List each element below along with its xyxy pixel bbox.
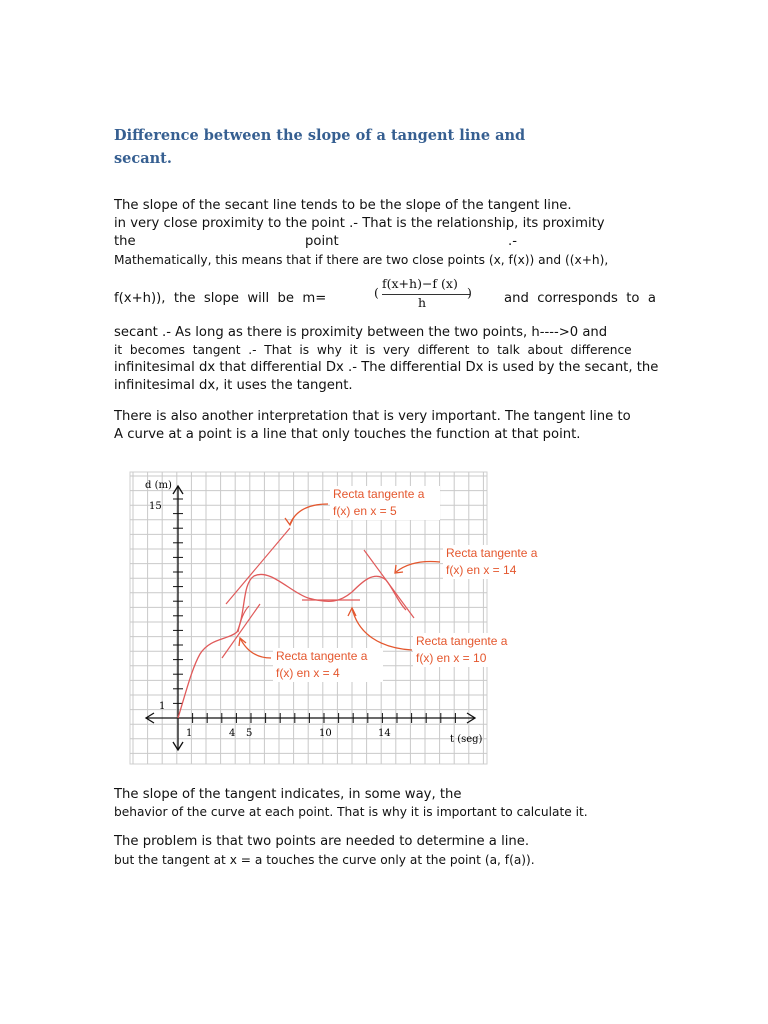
y-tick-label-1: 1 <box>159 701 166 712</box>
y-axis-label: d (m) <box>145 480 172 491</box>
x-tick-label: 4 <box>229 728 236 739</box>
label-tangent-x4-line-1: Recta tangente a <box>276 649 368 663</box>
p1-line-4: Mathematically, this means that if there are two close points (x, f(x)) and ((x+h), <box>114 253 609 267</box>
formula-denominator: h <box>418 295 427 310</box>
formula-right-paren: ) <box>467 285 472 300</box>
p3-line-1: The slope of the tangent indicates, in some way, the <box>114 787 462 802</box>
p1-line-3 <box>114 234 662 249</box>
p1-line-7: it becomes tangent .- That is why it is very different to talk about difference <box>114 343 632 357</box>
p2-line-1: There is also another interpretation that is very important. The tangent line to <box>114 409 631 424</box>
label-tangent-x10-line-2: f(x) en x = 10 <box>416 651 487 665</box>
tangent-lines-figure <box>130 472 538 764</box>
label-tangent-x14-line-1: Recta tangente a <box>446 546 538 560</box>
label-tangent-x14-line-2: f(x) en x = 14 <box>446 563 517 577</box>
p4-line-1: The problem is that two points are needed to determine a line. <box>114 834 530 849</box>
page-title: Difference between the slope of a tangent line and secant. <box>114 127 526 167</box>
x-axis-label: t (seg) <box>450 734 483 745</box>
p1-line-3-word-1: the <box>114 234 136 249</box>
p1-line-3-word-3: .- <box>508 234 517 249</box>
p1-line-8: infinitesimal dx that differential Dx .- The differential Dx is used by the secant, the <box>114 360 659 375</box>
x-tick-label: 10 <box>319 728 332 739</box>
p1-line-5-right: and corresponds to a <box>504 291 656 306</box>
p3-line-2: behavior of the curve at each point. That is why it is important to calculate it. <box>114 805 588 819</box>
x-tick-label: 1 <box>186 728 193 739</box>
formula-left-paren: ( <box>374 285 379 300</box>
p1-line-3-word-2: point <box>305 234 339 249</box>
p1-line-5-left: f(x+h)), the slope will be m= <box>114 291 327 306</box>
p1-line-2: in very close proximity to the point .- That is the relationship, its proximity <box>114 216 605 231</box>
x-tick-label: 5 <box>246 728 253 739</box>
p1-line-1: The slope of the secant line tends to be the slope of the tangent line. <box>114 198 572 213</box>
p1-line-6: secant .- As long as there is proximity between the two points, h---->0 and <box>114 325 608 340</box>
label-tangent-x5-line-1: Recta tangente a <box>333 487 425 501</box>
y-tick-label-15: 15 <box>149 501 162 512</box>
label-tangent-x4-line-2: f(x) en x = 4 <box>276 666 340 680</box>
p2-line-2: A curve at a point is a line that only touches the function at that point. <box>114 427 581 442</box>
p1-line-9: infinitesimal dx, it uses the tangent. <box>114 378 353 393</box>
formula-numerator: f(x+h)−f (x) <box>382 276 458 291</box>
p4-line-2: but the tangent at x = a touches the curve only at the point (a, f(a)). <box>114 853 535 867</box>
label-tangent-x10-line-1: Recta tangente a <box>416 634 508 648</box>
label-tangent-x5-line-2: f(x) en x = 5 <box>333 504 397 518</box>
x-tick-label: 14 <box>378 728 391 739</box>
